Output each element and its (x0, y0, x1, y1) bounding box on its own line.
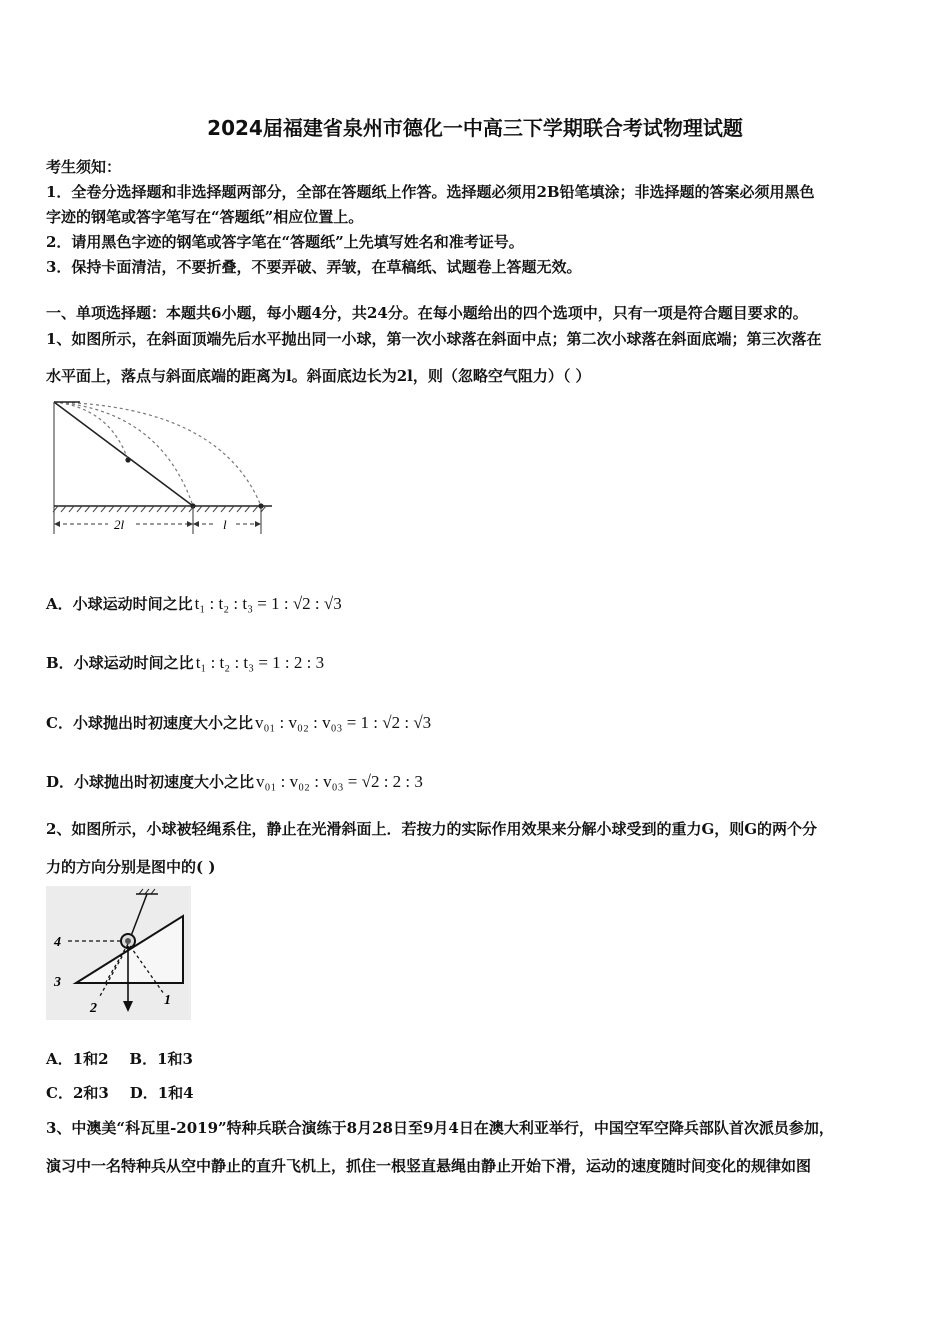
q2-text-line2: 力的方向分别是图中的( ) (46, 858, 216, 876)
q2-fig-label-4: 4 (54, 935, 61, 950)
q1-option-c[interactable] (46, 712, 431, 733)
q2-options-row2[interactable]: C．2和3 D．1和4 (46, 1084, 194, 1102)
q1-option-a-label: A．小球运动时间之比 (46, 595, 193, 613)
notice-heading: 考生须知： (46, 158, 122, 176)
section-heading: 一、单项选择题：本题共6小题，每小题4分，共24分。在每小题给出的四个选项中，只有一项是符合题目要求的。 (46, 304, 808, 322)
notice-item-1: 1．全卷分选择题和非选择题两部分，全部在答题纸上作答。选择题必须用2B铅笔填涂；非选择题的答案必须用黑色 (46, 183, 815, 201)
q1-option-d-label: D．小球抛出时初速度大小之比 (46, 773, 255, 791)
q2-incline-figure (46, 886, 191, 1020)
q3-text-line1: 3、中澳美“科瓦里-2019”特种兵联合演练于8月28日至9月4日在澳大利亚举行，中国空军空降兵部队首次派员参加， (46, 1119, 834, 1137)
q1-option-a-math: t₁ : t₂ : t₃ = 1 : √2 : √3 (194, 594, 342, 613)
q1-option-b-math: t₁ : t₂ : t₃ = 1 : 2 : 3 (195, 653, 325, 672)
q2-text-line1: 2、如图所示，小球被轻绳系住，静止在光滑斜面上．若按力的实际作用效果来分解小球受到的重力G，则G的两个分 (46, 820, 818, 838)
q1-option-d[interactable] (46, 771, 423, 792)
q1-option-c-math: v₀₁ : v₀₂ : v₀₃ = 1 : √2 : √3 (254, 713, 432, 732)
q1-option-a[interactable] (46, 593, 342, 614)
page-title: 2024届福建省泉州市德化一中高三下学期联合考试物理试题 (207, 116, 743, 140)
q1-fig-label-l: l (223, 517, 227, 532)
q2-options-row1[interactable]: A．1和2 B．1和3 (46, 1050, 193, 1068)
q2-fig-label-2: 2 (90, 1001, 97, 1016)
q1-text-line1: 1、如图所示，在斜面顶端先后水平抛出同一小球，第一次小球落在斜面中点；第二次小球落在斜面底端；第三次落在 (46, 330, 822, 348)
notice-item-1-cont: 字迹的钢笔或答字笔写在“答题纸”相应位置上。 (46, 208, 364, 226)
q1-option-b-label: B．小球运动时间之比 (46, 654, 194, 672)
q1-incline-figure (50, 398, 275, 543)
q1-fig-label-2l: 2l (114, 517, 125, 532)
q2-fig-label-3: 3 (54, 975, 61, 990)
notice-item-3: 3．保持卡面清洁，不要折叠，不要弄破、弄皱，在草稿纸、试题卷上答题无效。 (46, 258, 582, 276)
q3-text-line2: 演习中一名特种兵从空中静止的直升飞机上，抓住一根竖直悬绳由静止开始下滑，运动的速度随时间变化的规律如图 (46, 1157, 812, 1175)
q1-option-c-label: C．小球抛出时初速度大小之比 (46, 714, 253, 732)
notice-item-2: 2．请用黑色字迹的钢笔或答字笔在“答题纸”上先填写姓名和准考证号。 (46, 233, 524, 251)
q1-option-d-math: v₀₁ : v₀₂ : v₀₃ = √2 : 2 : 3 (256, 772, 423, 791)
q1-text-line2: 水平面上，落点与斜面底端的距离为l。斜面底边长为2l，则（忽略空气阻力）（ ） (46, 367, 591, 385)
q1-option-b[interactable] (46, 652, 324, 673)
q2-fig-label-1: 1 (164, 993, 171, 1008)
